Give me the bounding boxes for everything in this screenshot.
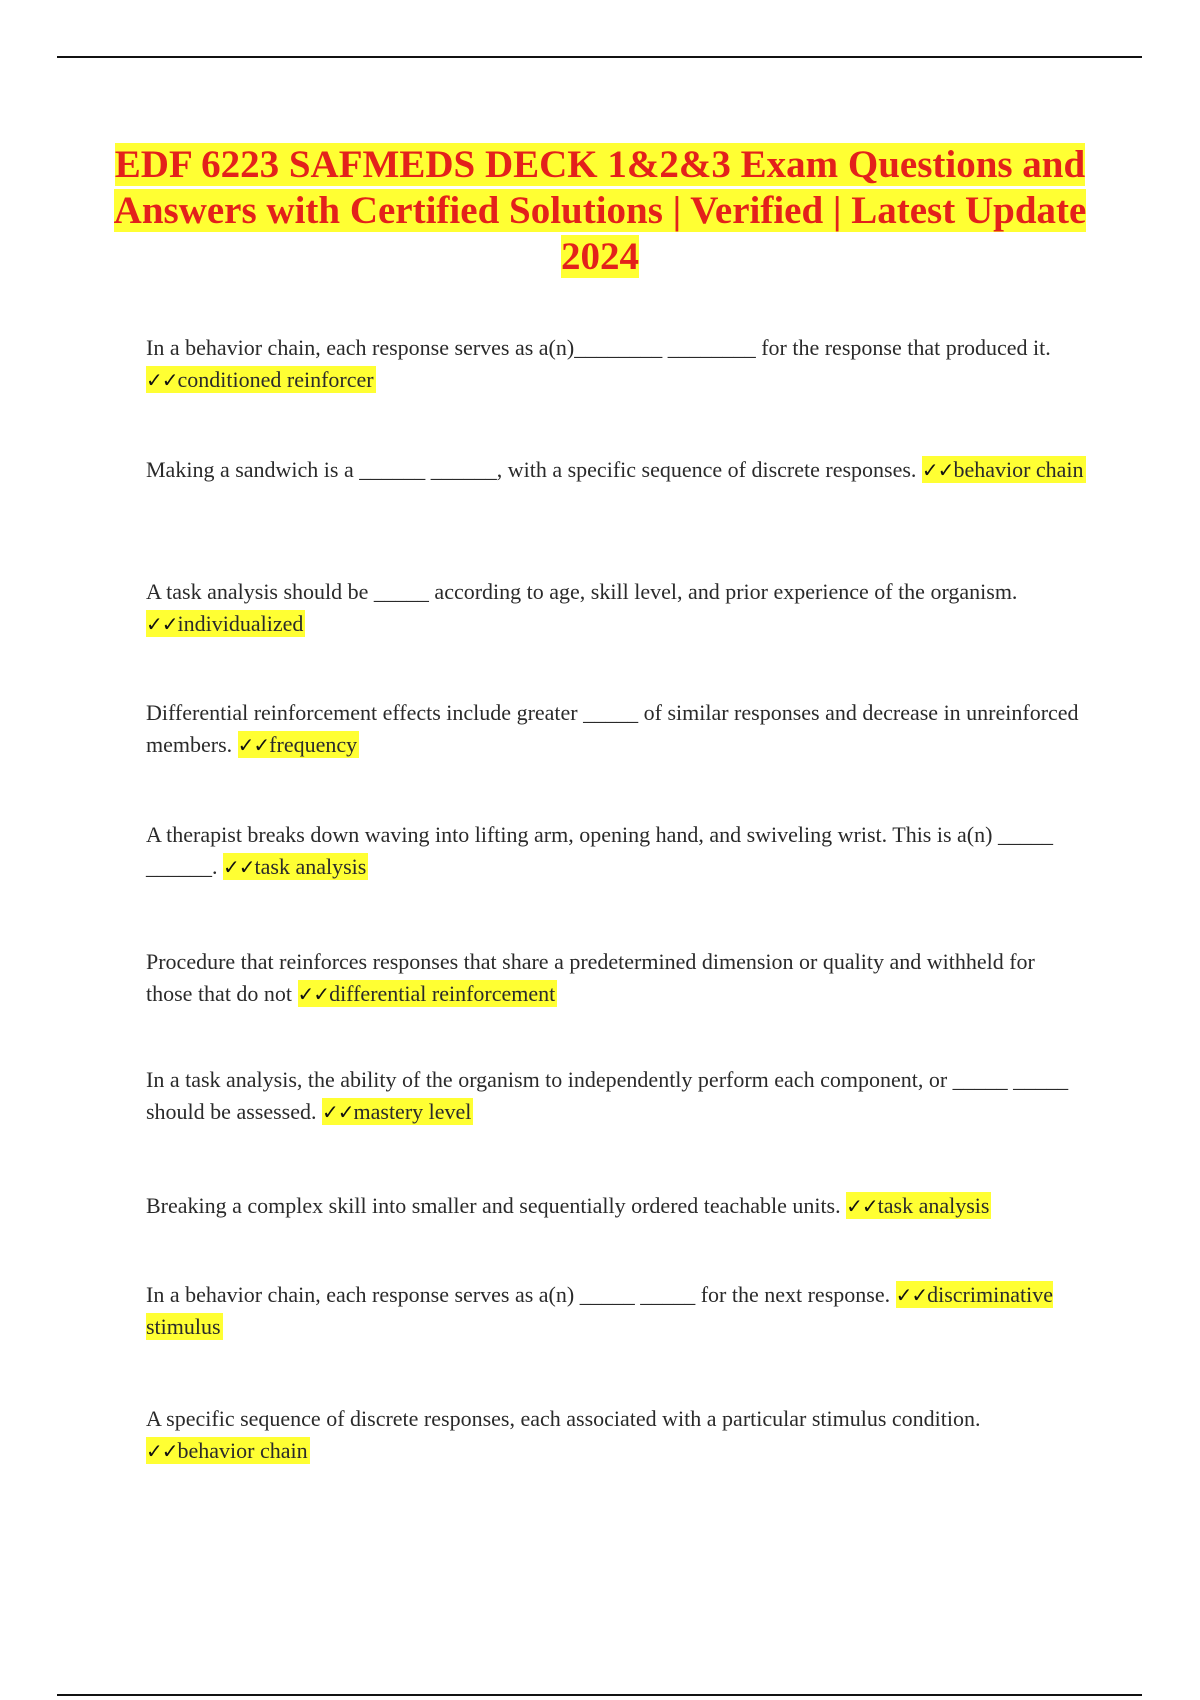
answer-text: behavior chain xyxy=(177,1438,308,1463)
answer-highlight xyxy=(146,610,305,637)
qa-item-5 xyxy=(146,819,1086,883)
qa-item-6 xyxy=(146,946,1086,1010)
qa-item-2 xyxy=(146,454,1086,486)
double-check-icon: ✓✓ xyxy=(895,1283,928,1307)
qa-item-1 xyxy=(146,332,1086,396)
answer-highlight xyxy=(298,980,558,1007)
question-text: Making a sandwich is a ______ ______, with a specific sequence of discrete responses. xyxy=(146,457,917,482)
double-check-icon: ✓✓ xyxy=(146,368,178,392)
question-text: A therapist breaks down waving into lifting arm, opening hand, and swiveling wrist. This is a(n) _____ ______. xyxy=(146,822,1053,879)
answer-text: individualized xyxy=(177,611,304,636)
answer-highlight xyxy=(846,1192,991,1219)
double-check-icon: ✓✓ xyxy=(297,982,330,1006)
answer-text: behavior chain xyxy=(953,457,1084,482)
double-check-icon: ✓✓ xyxy=(223,855,255,879)
answer-highlight xyxy=(238,731,359,758)
answer-text: mastery level xyxy=(353,1099,472,1124)
top-rule xyxy=(57,56,1142,58)
answer-highlight xyxy=(146,366,376,393)
double-check-icon: ✓✓ xyxy=(146,1439,178,1463)
question-text: In a behavior chain, each response serves as a(n) _____ _____ for the next response. xyxy=(146,1282,891,1307)
answer-text: frequency xyxy=(269,732,358,757)
answer-text: conditioned reinforcer xyxy=(177,367,374,392)
question-text: Breaking a complex skill into smaller and sequentially ordered teachable units. xyxy=(146,1193,841,1218)
answer-text: task analysis xyxy=(254,854,367,879)
double-check-icon: ✓✓ xyxy=(921,458,954,482)
answer-highlight xyxy=(922,456,1086,483)
double-check-icon: ✓✓ xyxy=(146,612,178,636)
question-text: In a behavior chain, each response serves as a(n)________ ________ for the response that produced it. xyxy=(146,335,1051,360)
double-check-icon: ✓✓ xyxy=(846,1194,878,1218)
answer-highlight xyxy=(322,1098,473,1125)
qa-item-10 xyxy=(146,1403,1086,1467)
answer-text: task analysis xyxy=(877,1193,990,1218)
question-text: A specific sequence of discrete responses, each associated with a particular stimulus condition. xyxy=(146,1406,981,1431)
answer-highlight xyxy=(223,853,368,880)
qa-item-7 xyxy=(146,1064,1086,1128)
question-text: Procedure that reinforces responses that share a predetermined dimension or quality and withheld for those that do not xyxy=(146,949,1035,1006)
answer-text: discriminative stimulus xyxy=(146,1282,1053,1339)
qa-item-4 xyxy=(146,697,1086,761)
answer-text: differential reinforcement xyxy=(329,981,556,1006)
document-title xyxy=(100,142,1100,280)
question-text: Differential reinforcement effects include greater _____ of similar responses and decrease in unreinforced members. xyxy=(146,700,1079,757)
bottom-rule xyxy=(57,1694,1142,1696)
answer-highlight xyxy=(146,1437,310,1464)
qa-item-9 xyxy=(146,1279,1086,1343)
question-text: A task analysis should be _____ according to age, skill level, and prior experience of the organism. xyxy=(146,579,1018,604)
question-text: In a task analysis, the ability of the organism to independently perform each component, or _____ _____ should be assessed. xyxy=(146,1067,1069,1124)
qa-item-3 xyxy=(146,576,1086,640)
qa-item-8 xyxy=(146,1190,1086,1222)
double-check-icon: ✓✓ xyxy=(237,733,270,757)
double-check-icon: ✓✓ xyxy=(321,1100,354,1124)
title-text: EDF 6223 SAFMEDS DECK 1&2&3 Exam Questions and Answers with Certified Solutions | Verified | Latest Update 2024 xyxy=(113,143,1087,278)
